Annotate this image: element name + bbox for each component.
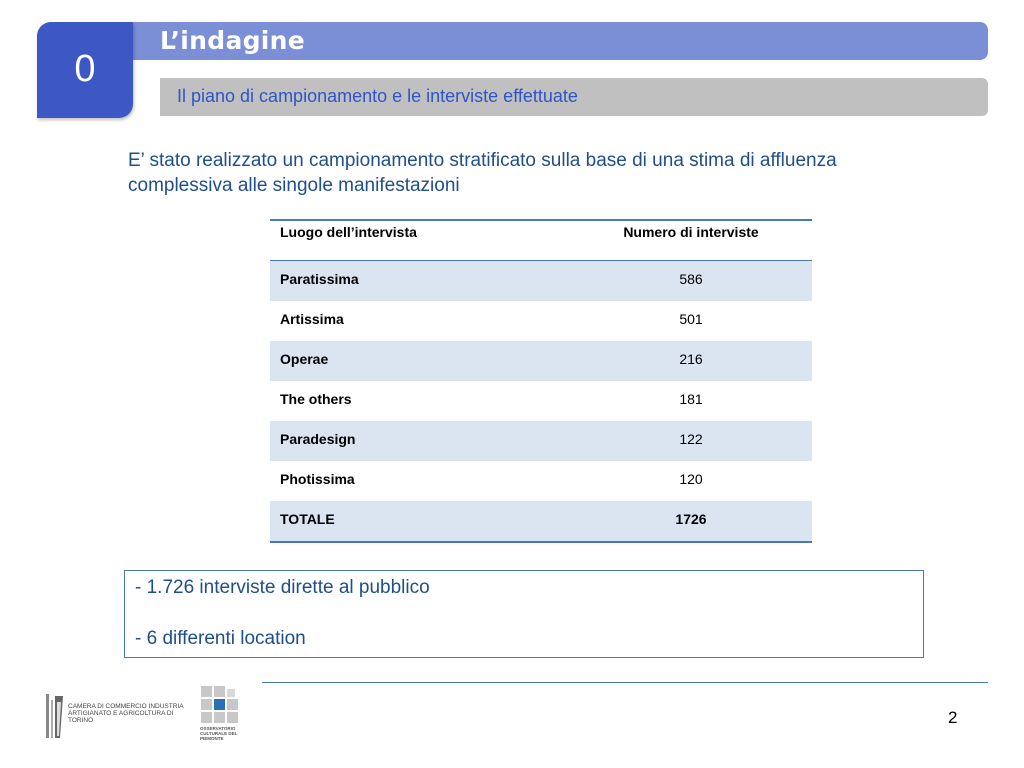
summary-line-locations: - 6 differenti location [135, 628, 306, 649]
section-badge [37, 22, 133, 118]
osservatorio-culturale-logo-text: OSSERVATORIO CULTURALE DEL PIEMONTE [200, 726, 238, 741]
count-cell: 501 [679, 311, 703, 327]
section-number: 0 [74, 48, 96, 90]
count-cell: 216 [679, 351, 703, 367]
intro-paragraph: E’ stato realizzato un campionamento stratificato sulla base di una stima di affluenza complessiva alle singole manifestazioni [128, 150, 837, 196]
table-row [270, 261, 812, 301]
footer-divider [262, 682, 988, 683]
total-label-cell: TOTALE [280, 511, 335, 527]
place-cell: Paradesign [280, 431, 356, 447]
total-count-cell: 1726 [675, 511, 707, 527]
column-header-count: Numero di interviste [623, 224, 759, 240]
chamber-of-commerce-logo-text: CAMERA DI COMMERCIO INDUSTRIA ARTIGIANATO E AGRICOLTURA DI TORINO [68, 703, 184, 724]
table-total-row [270, 501, 812, 541]
table-header-row [270, 221, 812, 261]
table-row [270, 381, 812, 421]
place-cell: Photissima [280, 471, 355, 487]
table-row [270, 461, 812, 501]
page-number: 2 [948, 708, 958, 727]
summary-box [124, 570, 924, 658]
count-cell: 586 [679, 271, 703, 287]
slide-title: L’indagine [160, 26, 306, 55]
place-cell: The others [280, 391, 352, 407]
count-cell: 120 [679, 471, 703, 487]
count-cell: 122 [679, 431, 703, 447]
column-header-place: Luogo dell’intervista [280, 224, 417, 240]
place-cell: Paratissima [280, 271, 359, 287]
place-cell: Operae [280, 351, 329, 367]
place-cell: Artissima [280, 311, 344, 327]
count-cell: 181 [679, 391, 703, 407]
slide-subtitle: Il piano di campionamento e le interviste effettuate [177, 86, 578, 106]
table-row [270, 301, 812, 341]
summary-line-interviews: - 1.726 interviste dirette al pubblico [135, 577, 430, 598]
table-row [270, 341, 812, 381]
table-row [270, 421, 812, 461]
interviews-table [270, 219, 812, 543]
